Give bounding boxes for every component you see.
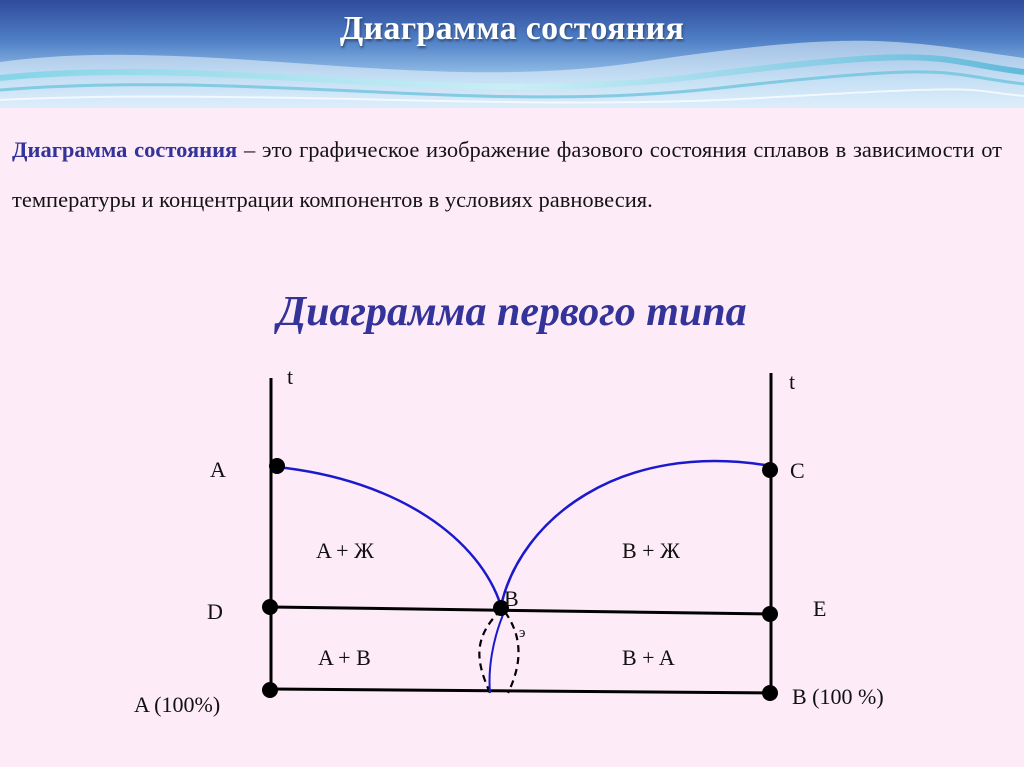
region-label-a-liquid: A + Ж — [316, 538, 374, 563]
eutectic-dashed-curve-right — [505, 612, 519, 693]
label-b-100: B (100 %) — [792, 684, 884, 709]
region-label-b-liquid: B + Ж — [622, 538, 680, 563]
slide-title: Диаграмма состояния — [339, 10, 685, 47]
label-point-a: A — [210, 457, 226, 482]
base-concentration-line — [271, 689, 771, 693]
label-point-b: B — [504, 586, 519, 611]
definition-term: Диаграмма состояния — [12, 137, 238, 162]
point-e — [762, 606, 778, 622]
eutectic-solid-curve — [490, 610, 505, 693]
label-a-100: A (100%) — [134, 692, 221, 717]
right-axis-label: t — [789, 369, 796, 394]
region-label-a-b: A + B — [318, 645, 371, 670]
region-label-b-a: B + A — [622, 645, 675, 670]
left-axis-label: t — [287, 364, 294, 389]
liquidus-curve-right — [501, 461, 771, 606]
point-a-100 — [262, 682, 278, 698]
point-a-melting — [269, 458, 285, 474]
diagram-subtitle: Диаграмма первого типа — [277, 289, 747, 335]
label-point-d: D — [207, 599, 223, 624]
label-point-e: E — [813, 596, 827, 621]
point-d — [262, 599, 278, 615]
liquidus-curve-left — [277, 467, 501, 606]
point-b-100 — [762, 685, 778, 701]
label-eutectic: э — [519, 625, 526, 641]
label-point-c: C — [790, 458, 805, 483]
point-c-melting — [762, 462, 778, 478]
solidus-line — [271, 607, 771, 614]
definition-text: – это графическое изображение фазового состояния сплавов в зависимости от температуры и концентрации компонентов в условиях равновесия. — [12, 137, 1002, 212]
